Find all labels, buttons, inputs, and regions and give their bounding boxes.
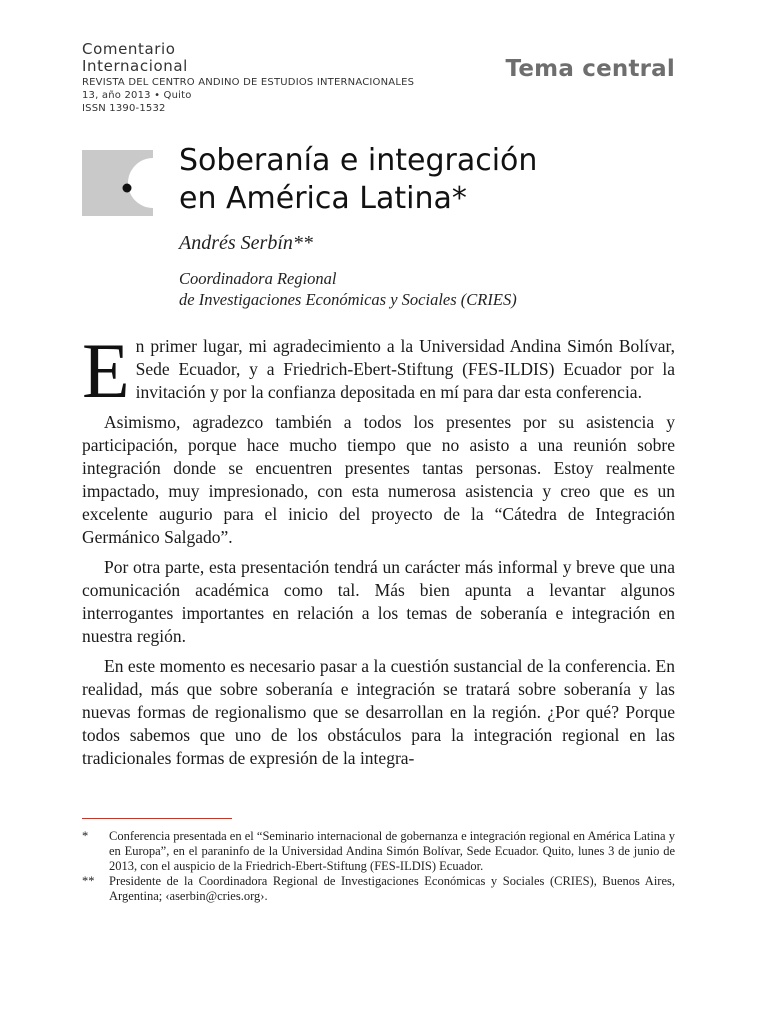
journal-logo-icon bbox=[82, 150, 153, 216]
footnote-divider bbox=[82, 818, 232, 819]
journal-issue: 13, año 2013 • Quito bbox=[82, 90, 192, 101]
footnote-2-text: Presidente de la Coordinadora Regional de Investigaciones Económicas y Sociales (CRIES), Buenos Aires, Argentina; ‹aserbin@cries.org›. bbox=[109, 874, 675, 903]
article-author: Andrés Serbín** bbox=[179, 232, 313, 254]
affiliation-line2: de Investigaciones Económicas y Sociales (CRIES) bbox=[179, 290, 517, 309]
journal-name-line1: Comentario bbox=[82, 40, 176, 58]
footnotes bbox=[82, 829, 675, 904]
article-title-line2: en América Latina* bbox=[179, 181, 467, 216]
journal-issn: ISSN 1390-1532 bbox=[82, 103, 166, 114]
drop-cap: E bbox=[82, 327, 130, 414]
body-paragraph-2: Asimismo, agradezco también a todos los presentes por su asistencia y participación, porque hace mucho tiempo que no asisto a una reunión sobre integración donde se encuentren presentes tantas personas. Estoy realmente impactado, muy impresionado, con esta numerosa asistencia y creo que es un excelente augurio para el inicio del proyecto de la “Cátedra de Integración Germánico Salgado”. bbox=[82, 412, 675, 547]
journal-name-line2: Internacional bbox=[82, 57, 188, 75]
footnote-1 bbox=[82, 829, 675, 874]
article-title-line1: Soberanía e integración bbox=[179, 143, 538, 178]
author-affiliation bbox=[179, 268, 517, 310]
article-title bbox=[179, 142, 699, 218]
footnote-2 bbox=[82, 874, 675, 904]
affiliation-line1: Coordinadora Regional bbox=[179, 269, 337, 288]
body-paragraph-3: Por otra parte, esta presentación tendrá un carácter más informal y breve que una comunicación académica como tal. Más bien apunta a levantar algunos interrogantes importantes en relación a los temas de soberanía e integración en nuestra región. bbox=[82, 557, 675, 646]
journal-header bbox=[82, 41, 462, 115]
body-paragraph-1-text: n primer lugar, mi agradecimiento a la Universidad Andina Simón Bolívar, Sede Ecuador, y a Friedrich-Ebert-Stiftung (FES-ILDIS) Ecuador por la invitación y por la confianza depositada en mí para dar esta conferencia. bbox=[135, 336, 675, 402]
footnote-1-text: Conferencia presentada en el “Seminario internacional de gobernanza e integración regional en América Latina y en Europa”, en el paraninfo de la Universidad Andina Simón Bolívar, Sede Ecuador. Quito, lunes 3 de junio de 2013, con el auspicio de la Friedrich-Ebert-Stiftung (FES-ILDIS) Ecuador. bbox=[109, 829, 675, 873]
article-body bbox=[82, 327, 675, 777]
body-paragraph-1 bbox=[82, 327, 675, 414]
footnote-1-mark: * bbox=[82, 829, 89, 843]
section-label: Tema central bbox=[505, 56, 675, 82]
journal-subtitle: REVISTA DEL CENTRO ANDINO DE ESTUDIOS INTERNACIONALES bbox=[82, 77, 415, 88]
footnote-2-mark: ** bbox=[82, 874, 95, 888]
body-paragraph-4: En este momento es necesario pasar a la cuestión sustancial de la conferencia. En realidad, más que sobre soberanía e integración se tratará sobre soberanía y las nuevas formas de regionalismo que se desarrollan en la región. ¿Por qué? Porque todos sabemos que uno de los obstáculos para la integración regional en las tradicionales formas de expresión de la integra- bbox=[82, 656, 675, 768]
